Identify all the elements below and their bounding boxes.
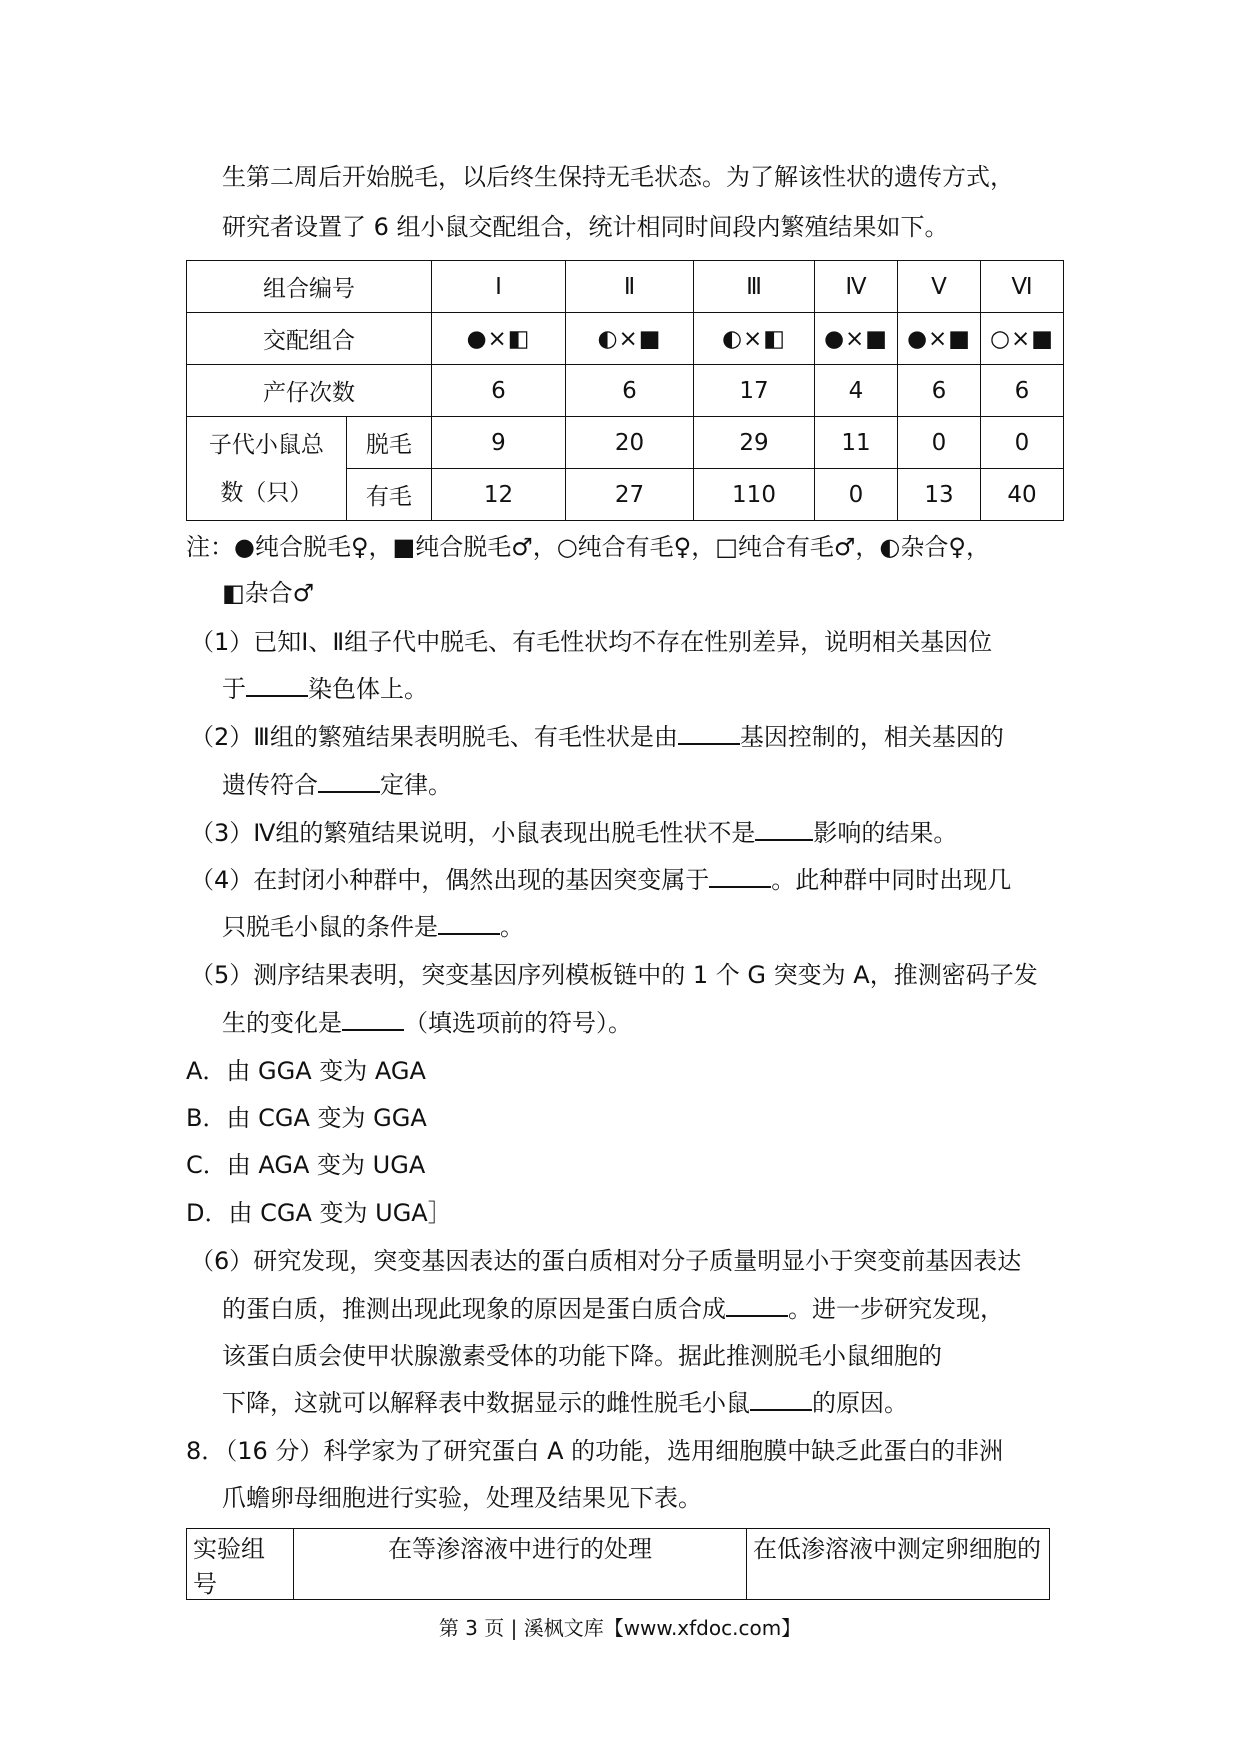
cross-symbol: ◐×◧ [694, 313, 815, 365]
answer-blank[interactable] [678, 721, 740, 745]
experiment-col-group: 实验组号 [187, 1529, 294, 1600]
row-label-hairless: 脱毛 [346, 417, 431, 469]
intro-line-2: 研究者设置了 6 组小鼠交配组合，统计相同时间段内繁殖结果如下。 [222, 213, 949, 241]
question-2-line-2: 遗传符合 定律。 [222, 771, 452, 799]
litter-count: 6 [566, 365, 694, 417]
hairless-count: 9 [432, 417, 566, 469]
litter-count: 6 [432, 365, 566, 417]
answer-blank[interactable] [438, 911, 500, 935]
group-id: Ⅲ [694, 261, 815, 313]
answer-blank[interactable] [246, 673, 308, 697]
option-b[interactable]: B．由 CGA 变为 GGA [186, 1104, 427, 1132]
question-4-line-2: 只脱毛小鼠的条件是 。 [222, 913, 524, 941]
litter-count: 6 [898, 365, 981, 417]
option-d[interactable]: D．由 CGA 变为 UGA］ [186, 1199, 452, 1227]
question-5-line-1: （5）测序结果表明，突变基因序列模板链中的 1 个 G 突变为 A，推测密码子发 [190, 961, 1038, 989]
litter-count: 17 [694, 365, 815, 417]
offspring-label-line-2: 数（只） [220, 479, 313, 506]
litter-count: 4 [815, 365, 898, 417]
group-id: Ⅳ [815, 261, 898, 313]
haired-count: 27 [566, 469, 694, 521]
question-1-line-2: 于 染色体上。 [222, 675, 428, 703]
haired-count: 13 [898, 469, 981, 521]
row-label-haired: 有毛 [346, 469, 431, 521]
cross-symbol: ○×■ [981, 313, 1064, 365]
haired-count: 110 [694, 469, 815, 521]
option-c[interactable]: C．由 AGA 变为 UGA [186, 1151, 426, 1179]
question-6-line-1: （6）研究发现，突变基因表达的蛋白质相对分子质量明显小于突变前基因表达 [190, 1247, 1022, 1275]
question-3: （3）Ⅳ组的繁殖结果说明，小鼠表现出脱毛性状不是 影响的结果。 [190, 819, 958, 847]
question-8-line-1: 8．（16 分）科学家为了研究蛋白 A 的功能，选用细胞膜中缺乏此蛋白的非洲 [186, 1437, 1004, 1465]
question-5-line-2: 生的变化是 （填选项前的符号）。 [222, 1009, 632, 1037]
hairless-count: 11 [815, 417, 898, 469]
group-id: Ⅰ [432, 261, 566, 313]
cross-symbol: ●×■ [815, 313, 898, 365]
haired-count: 0 [815, 469, 898, 521]
cross-symbol: ●×◧ [432, 313, 566, 365]
hairless-count: 20 [566, 417, 694, 469]
hairless-count: 29 [694, 417, 815, 469]
group-id: Ⅵ [981, 261, 1064, 313]
breeding-table [186, 260, 1064, 521]
litter-count: 6 [981, 365, 1064, 417]
answer-blank[interactable] [755, 817, 813, 841]
answer-blank[interactable] [318, 769, 380, 793]
hairless-count: 0 [898, 417, 981, 469]
hairless-count: 0 [981, 417, 1064, 469]
question-4-line-1: （4）在封闭小种群中，偶然出现的基因突变属于 。此种群中同时出现几 [190, 866, 1012, 894]
haired-count: 40 [981, 469, 1064, 521]
question-8-line-2: 爪蟾卵母细胞进行实验，处理及结果见下表。 [222, 1484, 702, 1512]
cross-symbol: ◐×■ [566, 313, 694, 365]
answer-blank[interactable] [342, 1007, 404, 1031]
group-id: Ⅴ [898, 261, 981, 313]
note-line-2: ◧杂合♂ [222, 579, 315, 607]
haired-count: 12 [432, 469, 566, 521]
answer-blank[interactable] [726, 1293, 788, 1317]
offspring-label-line-1: 子代小鼠总 [208, 431, 324, 458]
experiment-table [186, 1528, 1050, 1600]
question-6-line-4: 下降，这就可以解释表中数据显示的雌性脱毛小鼠 的原因。 [222, 1389, 908, 1417]
row-label-cross: 交配组合 [187, 313, 432, 365]
intro-line-1: 生第二周后开始脱毛，以后终生保持无毛状态。为了解该性状的遗传方式， [222, 163, 1014, 191]
row-label-litters: 产仔次数 [187, 365, 432, 417]
cross-symbol: ●×■ [898, 313, 981, 365]
page-footer: 第 3 页 | 溪枫文库【www.xfdoc.com】 [438, 1616, 802, 1640]
question-1-line-1: （1）已知Ⅰ、Ⅱ组子代中脱毛、有毛性状均不存在性别差异，说明相关基因位 [190, 628, 993, 656]
note-line-1: 注：●纯合脱毛♀，■纯合脱毛♂，○纯合有毛♀，□纯合有毛♂，◐杂合♀， [186, 533, 990, 561]
answer-blank[interactable] [750, 1387, 812, 1411]
option-a[interactable]: A．由 GGA 变为 AGA [186, 1057, 426, 1085]
question-2-line-1: （2）Ⅲ组的繁殖结果表明脱毛、有毛性状是由 基因控制的，相关基因的 [190, 723, 1004, 751]
experiment-col-treatment: 在等渗溶液中进行的处理 [294, 1529, 747, 1600]
question-6-line-2: 的蛋白质，推测出现此现象的原因是蛋白质合成 。进一步研究发现， [222, 1295, 1004, 1323]
col-header-label: 组合编号 [187, 261, 432, 313]
row-label-offspring [187, 417, 347, 521]
experiment-col-measure: 在低渗溶液中测定卵细胞的 [747, 1529, 1050, 1600]
answer-blank[interactable] [709, 864, 771, 888]
question-6-line-3: 该蛋白质会使甲状腺激素受体的功能下降。据此推测脱毛小鼠细胞的 [222, 1342, 942, 1370]
group-id: Ⅱ [566, 261, 694, 313]
